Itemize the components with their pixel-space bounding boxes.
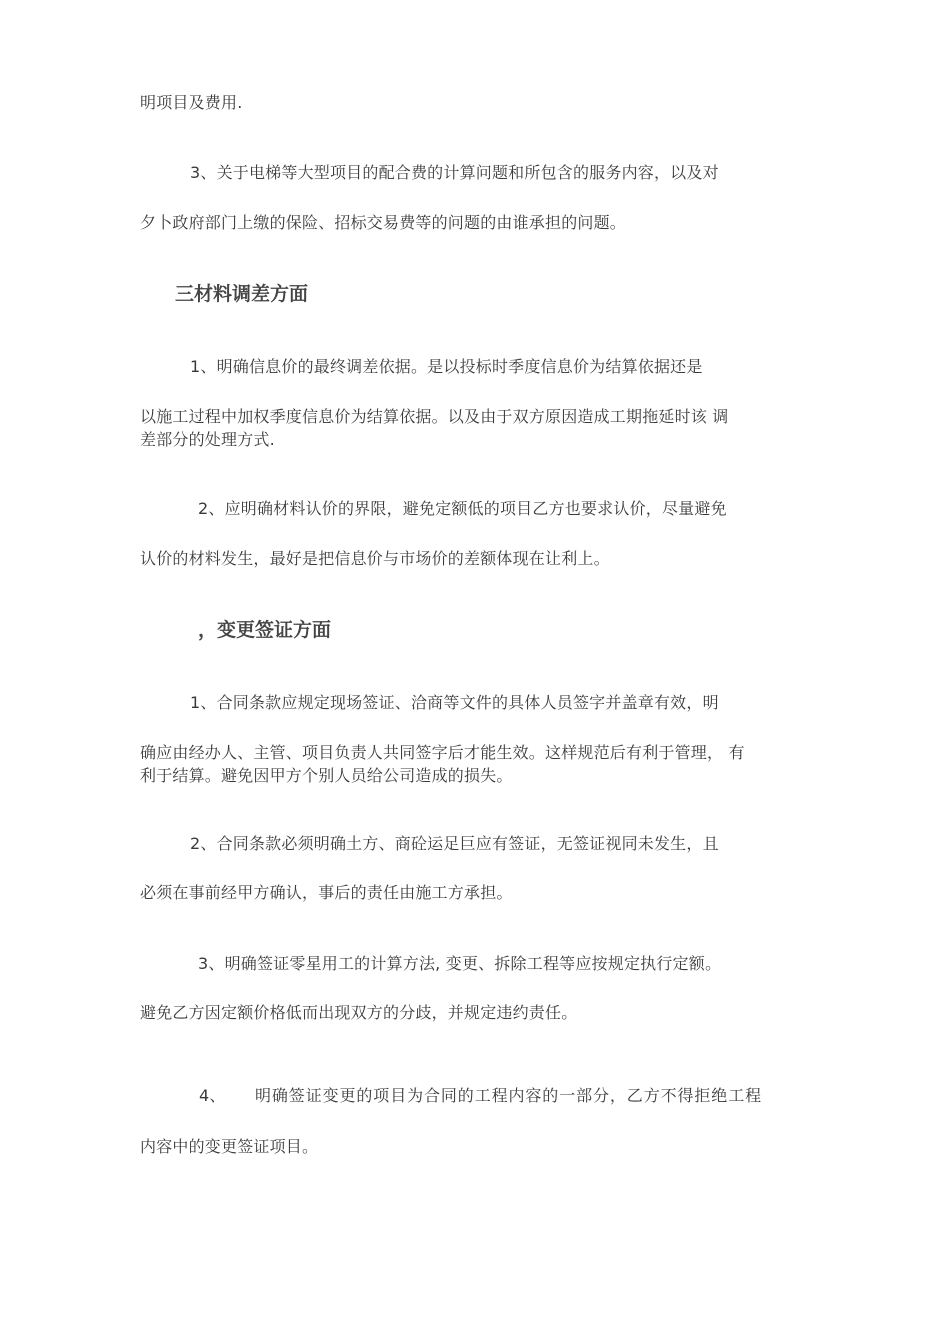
- paragraph-line: 明确签证变更的项目为合同的工程内容的一部分，乙方不得拒绝工程: [255, 1086, 763, 1105]
- paragraph-line: 3、关于电梯等大型项目的配合费的计算问题和所包含的服务内容，以及对: [190, 163, 719, 182]
- paragraph-line: 3、明确签证零星用工的计算方法, 变更、拆除工程等应按规定执行定额。: [198, 954, 722, 973]
- paragraph-line: 必须在事前经甲方确认，事后的责任由施工方承担。: [140, 883, 513, 902]
- paragraph-line: 2、合同条款必须明确土方、商砼运足巨应有签证，无签证视同未发生，且: [190, 834, 719, 853]
- paragraph-line: 认价的材料发生，最好是把信息价与市场价的差额体现在让利上。: [140, 549, 610, 568]
- paragraph-line: 1、合同条款应规定现场签证、洽商等文件的具体人员签字并盖章有效，明: [190, 693, 719, 712]
- paragraph-line: 夕卜政府部门上缴的保险、招标交易费等的问题的由谁承担的问题。: [140, 213, 627, 232]
- paragraph-line: 差部分的处理方式.: [140, 430, 275, 449]
- paragraph-line: 利于结算。避免因甲方个别人员给公司造成的损失。: [140, 766, 513, 785]
- list-number: 4、: [199, 1086, 226, 1105]
- section-heading: 三材料调差方面: [175, 283, 309, 305]
- paragraph-line: 避免乙方因定额价格低而出现双方的分歧，并规定违约责任。: [140, 1003, 578, 1022]
- paragraph-line: 明项目及费用.: [140, 93, 243, 112]
- paragraph-line: 内容中的变更签证项目。: [140, 1137, 319, 1156]
- paragraph-line: 确应由经办人、主管、项目负责人共同签字后才能生效。这样规范后有利于管理， 有: [140, 743, 745, 762]
- paragraph-line: 以施工过程中加权季度信息价为结算依据。以及由于双方原因造成工期拖延时该 调: [140, 407, 729, 426]
- paragraph-line: 1、明确信息价的最终调差依据。是以投标时季度信息价为结算依据还是: [190, 357, 703, 376]
- section-heading: ，变更签证方面: [198, 619, 332, 641]
- paragraph-line: 2、应明确材料认价的界限，避免定额低的项目乙方也要求认价，尽量避免: [198, 499, 727, 518]
